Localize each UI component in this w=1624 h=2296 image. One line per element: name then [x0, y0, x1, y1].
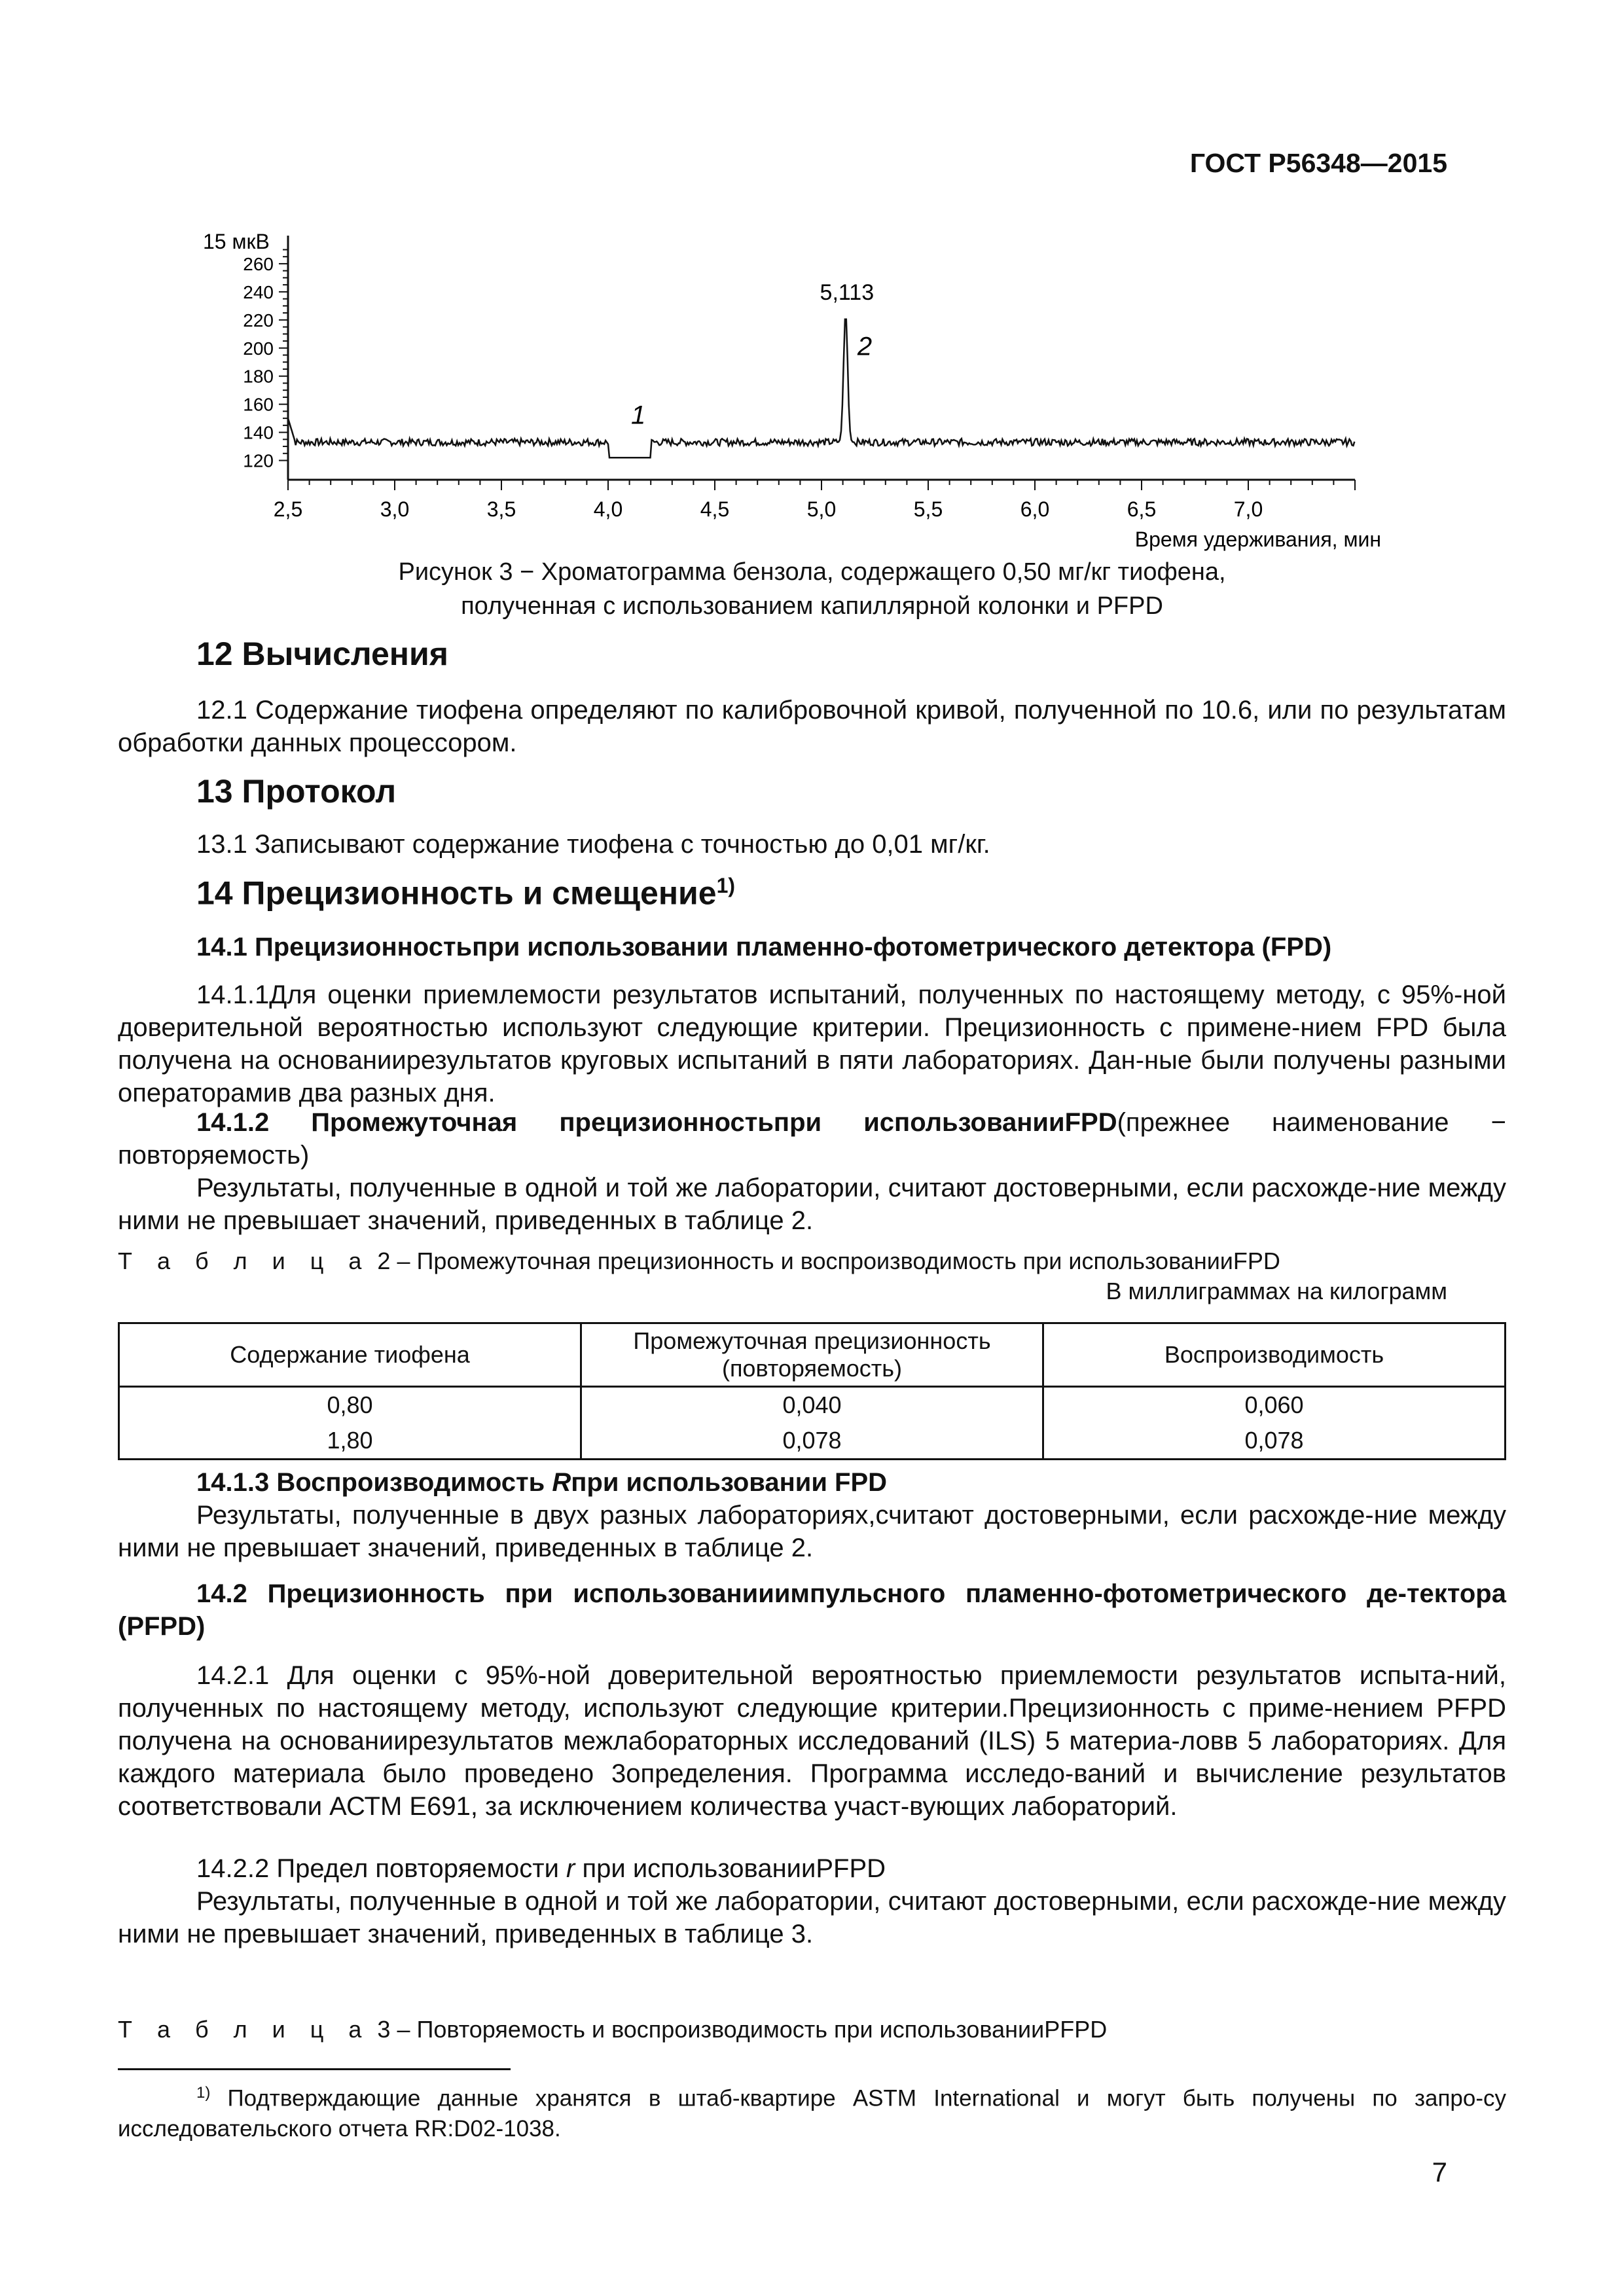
- section-14-1-title: 14.1 Прецизионностьпри использовании пламенно-фотометрического детектора (FPD): [196, 933, 1332, 961]
- x-tick-label: 4,5: [700, 497, 730, 521]
- table-header-cell: [581, 1323, 1043, 1387]
- section-14-1-3-text: Результаты, полученные в двух разных лабораториях,считают достоверными, если расхожде-ние между ними не превышает значений, приведенных в таблице 2.: [118, 1501, 1506, 1562]
- table-header-cell: Содержание тиофена: [119, 1323, 581, 1387]
- footnote-separator: [118, 2068, 511, 2070]
- table-header-cell: Воспроизводимость: [1043, 1323, 1506, 1387]
- section-14-2-2-text: Результаты, полученные в одной и той же лаборатории, считают достоверными, если расхожде-ние между ними не превышает значений, приведенных в таблице 3.: [118, 1887, 1506, 1948]
- section-14-2-2-heading: [118, 1852, 1506, 1885]
- section-13-1-text: 13.1 Записывают содержание тиофена с точностью до 0,01 мг/кг.: [196, 830, 990, 859]
- section-14-1-2-heading: [118, 1106, 1506, 1172]
- signal-trace: [288, 319, 1354, 458]
- x-tick-label: 5,0: [806, 497, 837, 521]
- y-tick-label: 180: [243, 366, 274, 387]
- annotation-2: 2: [857, 332, 873, 361]
- y-tick-label: 260: [243, 253, 274, 274]
- figure-caption-line-2: полученная с использованием капиллярной колонки и PFPD: [461, 592, 1163, 620]
- table-row: [119, 1387, 1506, 1424]
- y-tick-label: 220: [243, 310, 274, 331]
- y-tick-label: 120: [243, 450, 274, 471]
- table-cell: 0,078: [1043, 1423, 1506, 1460]
- footnote: [118, 2078, 1506, 2144]
- symbol-R: R: [552, 1468, 571, 1497]
- x-tick-label: 4,0: [593, 497, 623, 521]
- y-tick-label: 160: [243, 394, 274, 415]
- symbol-r: r: [566, 1854, 575, 1883]
- y-tick-label: 240: [243, 281, 274, 302]
- table-cell: 1,80: [119, 1423, 581, 1460]
- footnote-mark: 1): [196, 2084, 211, 2102]
- peak-retention-label: 5,113: [820, 280, 875, 306]
- section-14-1-1-text: 14.1.1Для оценки приемлемости результатов испытаний, полученных по настоящему методу, с 95%-ной доверительной вероятностью используют следующие критерии. Прецизионность с примене-нием FPD была получена на основаниирезультатов круговых испытаний в пяти лабораториях. Дан-ные были получены разными операторамив два разных дня.: [118, 980, 1506, 1107]
- figure-caption-line-1: Рисунок 3 − Хроматограмма бензола, содержащего 0,50 мг/кг тиофена,: [398, 558, 1226, 586]
- footnote-text: Подтверждающие данные хранятся в штаб-квартире ASTM International и могут быть получены по запро-су исследовательского отчета RR:D02-1038.: [118, 2085, 1506, 2142]
- table-3-caption-rest: 3 – Повторяемость и воспроизводимость при использованииPFPD: [377, 2016, 1108, 2043]
- table-header-row: [119, 1323, 1506, 1387]
- table-2-units: В миллиграммах на килограмм: [1106, 1278, 1447, 1304]
- table-row: [119, 1423, 1506, 1460]
- x-tick-label: 6,0: [1020, 497, 1050, 521]
- x-tick-label: 6,5: [1127, 497, 1157, 521]
- section-13-title: 13 Протокол: [196, 773, 397, 810]
- section-14-2-2-b: при использованииPFPD: [575, 1854, 886, 1883]
- section-14-title-text: 14 Прецизионность и смещение: [196, 874, 717, 912]
- page-number: 7: [1432, 2157, 1447, 2187]
- footnote-ref: 1): [716, 874, 736, 897]
- table-header-text: Промежуточная прецизионность (повторяемость): [633, 1327, 991, 1382]
- x-tick-label: 2,5: [273, 497, 303, 521]
- document-id: ГОСТ Р56348—2015: [1189, 148, 1447, 178]
- x-tick-label: 5,5: [913, 497, 943, 521]
- section-12-1-text: 12.1 Содержание тиофена определяют по калибровочной кривой, полученной по 10.6, или по результатам обработки данных процессором.: [118, 696, 1506, 757]
- table-3-caption-word: Т а б л и ц а: [118, 2016, 371, 2043]
- table-2: [118, 1322, 1506, 1460]
- section-14-1-3-bold-a: 14.1.3 Воспроизводимость: [196, 1468, 552, 1497]
- y-tick-label: 140: [243, 422, 274, 443]
- chromatogram-chart: [177, 216, 1381, 556]
- table-cell: 0,040: [581, 1387, 1043, 1424]
- x-axis-label: Время удерживания, мин: [1134, 528, 1381, 551]
- table-2-caption-word: Т а б л и ц а: [118, 1247, 371, 1274]
- table-cell: 0,80: [119, 1387, 581, 1424]
- table-2-caption-rest: 2 – Промежуточная прецизионность и воспроизводимость при использованииFPD: [377, 1247, 1280, 1274]
- annotation-1: 1: [631, 401, 646, 430]
- section-14-1-2-text: Результаты, полученные в одной и той же лаборатории, считают достоверными, если расхожде-ние между ними не превышает значений, приведенных в таблице 2.: [118, 1174, 1506, 1235]
- x-tick-label: 7,0: [1233, 497, 1263, 521]
- table-3-caption: [118, 2016, 1107, 2043]
- table-cell: 0,078: [581, 1423, 1043, 1460]
- section-14-2-1-text: 14.2.1 Для оценки с 95%-ной доверительной вероятностью приемлемости результатов испыта-ний, полученных по настоящему методу, используют следующие критерии.Прецизионность с приме-нением PFPD получена на основаниирезультатов межлабораторных исследований (ILS) 5 материа-ловв 5 лабораториях. Для каждого материала было проведено 3определения. Программа исследо-ваний и вычисление результатов соответствовали АСТМ Е691, за исключением количества участ-вующих лабораторий.: [118, 1661, 1506, 1821]
- x-tick-label: 3,5: [486, 497, 516, 521]
- y-axis-label: 15 мкВ: [203, 230, 270, 253]
- table-cell: 0,060: [1043, 1387, 1506, 1424]
- section-14-title: [196, 874, 735, 912]
- section-12-title: 12 Вычисления: [196, 636, 448, 672]
- section-14-1-2-bold: 14.1.2 Промежуточная прецизионностьпри использованииFPD: [196, 1108, 1117, 1137]
- section-14-1-3-bold-b: при использовании FPD: [571, 1468, 888, 1497]
- section-14-2-title: 14.2 Прецизионность при использованииимпульсного пламенно-фотометрического де-тектора (PFPD): [118, 1579, 1506, 1641]
- section-14-2-2-a: 14.2.2 Предел повторяемости: [196, 1854, 567, 1883]
- section-14-1-3-heading: [118, 1466, 1506, 1499]
- table-2-caption: [118, 1247, 1280, 1275]
- section-14-1-2-rest: (прежнее наименование − повторяемость): [118, 1108, 1506, 1170]
- y-tick-label: 200: [243, 338, 274, 359]
- x-tick-label: 3,0: [380, 497, 410, 521]
